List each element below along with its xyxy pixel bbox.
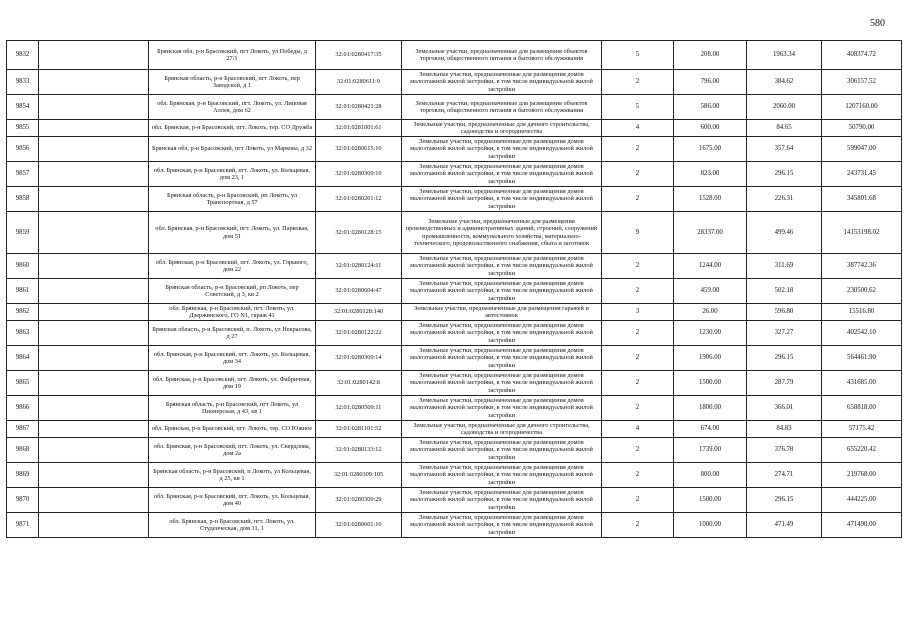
group-cell: 3 bbox=[602, 304, 674, 321]
cadastral-value-cell: 230500.62 bbox=[822, 279, 902, 304]
address-cell: обл. Брянская, р-н Брасовский, пгт. Локоть, ул. Липовая Аллея, дом 62 bbox=[149, 95, 316, 120]
empty-cell bbox=[39, 488, 149, 513]
specific-value-cell: 287.79 bbox=[747, 371, 822, 396]
cadastral-value-cell: 219768.00 bbox=[822, 463, 902, 488]
specific-value-cell: 226.31 bbox=[747, 187, 822, 212]
address-cell: обл. Брянская, р-н Брасовский, пгт. Локоть, ул. Парковая, дом 51 bbox=[149, 212, 316, 254]
row-number: 9832 bbox=[7, 41, 39, 70]
specific-value-cell: 311.69 bbox=[747, 254, 822, 279]
cadastral-number-cell: 32:01:0280421:28 bbox=[316, 95, 402, 120]
land-use-cell: Земельные участки, предназначенные для размещения домов малоэтажной жилой застройки, в том числе индивидуальной жилой застройки bbox=[402, 463, 602, 488]
address-cell: обл. Брянская, р-н Брасовский, пгт. Локоть, ул. Кольцевая, дом 23, 1 bbox=[149, 162, 316, 187]
row-number: 9862 bbox=[7, 304, 39, 321]
group-cell: 4 bbox=[602, 421, 674, 438]
cadastral-number-cell: 32:01:0280601:10 bbox=[316, 513, 402, 538]
table-row bbox=[7, 41, 902, 70]
row-number: 9865 bbox=[7, 371, 39, 396]
empty-cell bbox=[39, 41, 149, 70]
group-cell: 2 bbox=[602, 371, 674, 396]
address-cell: Брянская область, р-н Брасовский, п Локоть, ул Кольцевая, д 25, кв 1 bbox=[149, 463, 316, 488]
cadastral-value-cell: 402542.10 bbox=[822, 321, 902, 346]
specific-value-cell: 357.64 bbox=[747, 137, 822, 162]
specific-value-cell: 502.18 bbox=[747, 279, 822, 304]
table-row bbox=[7, 346, 902, 371]
group-cell: 2 bbox=[602, 137, 674, 162]
row-number: 9867 bbox=[7, 421, 39, 438]
empty-cell bbox=[39, 254, 149, 279]
empty-cell bbox=[39, 95, 149, 120]
area-cell: 1675.00 bbox=[674, 137, 747, 162]
table-row bbox=[7, 95, 902, 120]
land-use-cell: Земельные участки, предназначенные для дачного строительства, садоводства и огородничества bbox=[402, 120, 602, 137]
land-use-cell: Земельные участки, предназначенные для размещения производственных и административных зданий, строений, сооружений промышленности, коммунального хозяйства, материально-технического, продовольственного снабжения, сбыта и заготовок bbox=[402, 212, 602, 254]
row-number: 9871 bbox=[7, 513, 39, 538]
address-cell: обл. Брянская, р-н Брасовский, пгт. Локоть, ул. Горького, дом 22 bbox=[149, 254, 316, 279]
table-row bbox=[7, 463, 902, 488]
specific-value-cell: 84.65 bbox=[747, 120, 822, 137]
address-cell: Брянская обл, р-н Брасовский, пгт Локоть, ул Победы, д 27/1 bbox=[149, 41, 316, 70]
table-row bbox=[7, 513, 902, 538]
table-row bbox=[7, 212, 902, 254]
land-use-cell: Земельные участки, предназначенные для размещения домов малоэтажной жилой застройки, в том числе индивидуальной жилой застройки bbox=[402, 371, 602, 396]
address-cell: обл. Брянская, р-н Брасовский, пгт. Локоть, ул. Дзержинского, ГО N1, гараж 41 bbox=[149, 304, 316, 321]
area-cell: 1800.00 bbox=[674, 396, 747, 421]
cadastral-value-cell: 243731.45 bbox=[822, 162, 902, 187]
land-use-cell: Земельные участки, предназначенные для размещения объектов торговли, общественного питания и бытового обслуживания bbox=[402, 41, 602, 70]
group-cell: 2 bbox=[602, 70, 674, 95]
cadastral-value-cell: 14153198.02 bbox=[822, 212, 902, 254]
row-number: 9870 bbox=[7, 488, 39, 513]
area-cell: 1906.00 bbox=[674, 346, 747, 371]
table-row bbox=[7, 254, 902, 279]
empty-cell bbox=[39, 120, 149, 137]
table-row bbox=[7, 488, 902, 513]
land-use-cell: Земельные участки, предназначенные для размещения гаражей и автостоянок bbox=[402, 304, 602, 321]
land-use-cell: Земельные участки, предназначенные для размещения домов малоэтажной жилой застройки, в том числе индивидуальной жилой застройки bbox=[402, 321, 602, 346]
area-cell: 1000.00 bbox=[674, 513, 747, 538]
area-cell: 1230.00 bbox=[674, 321, 747, 346]
specific-value-cell: 296.15 bbox=[747, 346, 822, 371]
cadastral-number-cell: 32:01:0280309:29 bbox=[316, 488, 402, 513]
group-cell: 4 bbox=[602, 120, 674, 137]
table-row bbox=[7, 321, 902, 346]
group-cell: 2 bbox=[602, 513, 674, 538]
address-cell: Брянская область, р-н Брасовский, рп Локоть, ул Транспортная, д 57 bbox=[149, 187, 316, 212]
table-row bbox=[7, 120, 902, 137]
cadastral-number-cell: 32:01:0281101:52 bbox=[316, 421, 402, 438]
area-cell: 823.00 bbox=[674, 162, 747, 187]
group-cell: 2 bbox=[602, 279, 674, 304]
land-use-cell: Земельные участки, предназначенные для размещения домов малоэтажной жилой застройки, в том числе индивидуальной жилой застройки bbox=[402, 438, 602, 463]
cadastral-value-cell: 444225.00 bbox=[822, 488, 902, 513]
empty-cell bbox=[39, 396, 149, 421]
specific-value-cell: 2060.00 bbox=[747, 95, 822, 120]
cadastral-number-cell: 32:01:0280122:22 bbox=[316, 321, 402, 346]
cadastral-value-cell: 57175.42 bbox=[822, 421, 902, 438]
cadastral-number-cell: 32:01:0280309:10 bbox=[316, 162, 402, 187]
address-cell: Брянская область, р-н Брасовский, пгт Локоть, пер Заводской, д 1 bbox=[149, 70, 316, 95]
area-cell: 1739.00 bbox=[674, 438, 747, 463]
area-cell: 26.00 bbox=[674, 304, 747, 321]
group-cell: 2 bbox=[602, 438, 674, 463]
area-cell: 1244.00 bbox=[674, 254, 747, 279]
specific-value-cell: 376.78 bbox=[747, 438, 822, 463]
row-number: 9861 bbox=[7, 279, 39, 304]
empty-cell bbox=[39, 463, 149, 488]
row-number: 9854 bbox=[7, 95, 39, 120]
land-use-cell: Земельные участки, предназначенные для размещения домов малоэтажной жилой застройки, в том числе индивидуальной жилой застройки bbox=[402, 137, 602, 162]
cadastral-value-cell: 387742.36 bbox=[822, 254, 902, 279]
empty-cell bbox=[39, 438, 149, 463]
cadastral-value-cell: 1207160.00 bbox=[822, 95, 902, 120]
specific-value-cell: 471.49 bbox=[747, 513, 822, 538]
land-use-cell: Земельные участки, предназначенные для дачного строительства, садоводства и огородничества bbox=[402, 421, 602, 438]
cadastral-value-table bbox=[6, 40, 902, 538]
address-cell: обл. Брянская, р-н Брасовский, пгт. Локоть, ул. Фабричная, дом 19 bbox=[149, 371, 316, 396]
empty-cell bbox=[39, 137, 149, 162]
group-cell: 2 bbox=[602, 254, 674, 279]
group-cell: 2 bbox=[602, 321, 674, 346]
group-cell: 2 bbox=[602, 162, 674, 187]
table-row bbox=[7, 438, 902, 463]
specific-value-cell: 499.46 bbox=[747, 212, 822, 254]
table-row bbox=[7, 371, 902, 396]
cadastral-number-cell: 32:01:0280611:9 bbox=[316, 70, 402, 95]
specific-value-cell: 327.27 bbox=[747, 321, 822, 346]
row-number: 9859 bbox=[7, 212, 39, 254]
cadastral-value-cell: 471490.00 bbox=[822, 513, 902, 538]
land-use-cell: Земельные участки, предназначенные для размещения объектов торговли, общественного питания и бытового обслуживания bbox=[402, 95, 602, 120]
row-number: 9857 bbox=[7, 162, 39, 187]
address-cell: обл. Брянская, р-н Брасовский, пгт. Локоть, ул. Кольцевая, дом 34 bbox=[149, 346, 316, 371]
cadastral-value-cell: 655220.42 bbox=[822, 438, 902, 463]
empty-cell bbox=[39, 304, 149, 321]
address-cell: Брянская область, р-н Брасовский, п. Локоть, ул Некрасова, д 27 bbox=[149, 321, 316, 346]
group-cell: 5 bbox=[602, 41, 674, 70]
land-use-cell: Земельные участки, предназначенные для размещения домов малоэтажной жилой застройки, в том числе индивидуальной жилой застройки bbox=[402, 254, 602, 279]
address-cell: Брянская область, р-н Брасовский, пгт Локоть, ул Пионерская, д 43, кв 1 bbox=[149, 396, 316, 421]
group-cell: 2 bbox=[602, 396, 674, 421]
cadastral-value-cell: 50790.00 bbox=[822, 120, 902, 137]
row-number: 9833 bbox=[7, 70, 39, 95]
empty-cell bbox=[39, 321, 149, 346]
area-cell: 1500.00 bbox=[674, 488, 747, 513]
area-cell: 800.00 bbox=[674, 463, 747, 488]
specific-value-cell: 366.01 bbox=[747, 396, 822, 421]
row-number: 9855 bbox=[7, 120, 39, 137]
table-row bbox=[7, 421, 902, 438]
land-use-cell: Земельные участки, предназначенные для размещения домов малоэтажной жилой застройки, в том числе индивидуальной жилой застройки bbox=[402, 187, 602, 212]
land-use-cell: Земельные участки, предназначенные для размещения домов малоэтажной жилой застройки, в том числе индивидуальной жилой застройки bbox=[402, 346, 602, 371]
area-cell: 586.00 bbox=[674, 95, 747, 120]
address-cell: обл. Брянская, р-н Брасовский, пгт. Локоть, ул. Свердлова, дом 2а bbox=[149, 438, 316, 463]
empty-cell bbox=[39, 70, 149, 95]
specific-value-cell: 296.15 bbox=[747, 162, 822, 187]
area-cell: 674.00 bbox=[674, 421, 747, 438]
cadastral-number-cell: 32:01:0281001:61 bbox=[316, 120, 402, 137]
cadastral-number-cell: 32:01:0280604:47 bbox=[316, 279, 402, 304]
address-cell: обл. Брянская, р-н Брасовский, пгт. Локоть, тер. СО Южное bbox=[149, 421, 316, 438]
cadastral-number-cell: 32:01:0280509:11 bbox=[316, 396, 402, 421]
table-row bbox=[7, 396, 902, 421]
cadastral-value-cell: 15516.80 bbox=[822, 304, 902, 321]
specific-value-cell: 384.62 bbox=[747, 70, 822, 95]
empty-cell bbox=[39, 162, 149, 187]
table-row bbox=[7, 187, 902, 212]
address-cell: Брянская обл, р-н Брасовский, пгт Локоть, ул Маркова, д 32 bbox=[149, 137, 316, 162]
row-number: 9866 bbox=[7, 396, 39, 421]
land-use-cell: Земельные участки, предназначенные для размещения домов малоэтажной жилой застройки, в том числе индивидуальной жилой застройки bbox=[402, 162, 602, 187]
group-cell: 2 bbox=[602, 463, 674, 488]
table-body bbox=[7, 41, 902, 538]
table-row bbox=[7, 70, 902, 95]
row-number: 9869 bbox=[7, 463, 39, 488]
land-use-cell: Земельные участки, предназначенные для размещения домов малоэтажной жилой застройки, в том числе индивидуальной жилой застройки bbox=[402, 513, 602, 538]
cadastral-number-cell: 32:01:0280615:10 bbox=[316, 137, 402, 162]
cadastral-number-cell: 32:01:0280133:12 bbox=[316, 438, 402, 463]
address-cell: обл. Брянская, р-н Брасовский, пгт. Локоть, ул. Студенческая, дом 11, 1 bbox=[149, 513, 316, 538]
specific-value-cell: 296.15 bbox=[747, 488, 822, 513]
land-use-cell: Земельные участки, предназначенные для размещения домов малоэтажной жилой застройки, в том числе индивидуальной жилой застройки bbox=[402, 279, 602, 304]
cadastral-number-cell: 32:01:0280309:105 bbox=[316, 463, 402, 488]
area-cell: 1500.00 bbox=[674, 371, 747, 396]
empty-cell bbox=[39, 212, 149, 254]
specific-value-cell: 84.83 bbox=[747, 421, 822, 438]
group-cell: 9 bbox=[602, 212, 674, 254]
area-cell: 1528.00 bbox=[674, 187, 747, 212]
cadastral-value-cell: 599047.00 bbox=[822, 137, 902, 162]
area-cell: 28337.00 bbox=[674, 212, 747, 254]
cadastral-number-cell: 32:01:0280201:12 bbox=[316, 187, 402, 212]
row-number: 9858 bbox=[7, 187, 39, 212]
row-number: 9860 bbox=[7, 254, 39, 279]
empty-cell bbox=[39, 346, 149, 371]
cadastral-value-cell: 345801.68 bbox=[822, 187, 902, 212]
cadastral-number-cell: 32:01:0280124:11 bbox=[316, 254, 402, 279]
row-number: 9863 bbox=[7, 321, 39, 346]
empty-cell bbox=[39, 513, 149, 538]
table-row bbox=[7, 279, 902, 304]
empty-cell bbox=[39, 279, 149, 304]
cadastral-number-cell: 32:01:0280142:8 bbox=[316, 371, 402, 396]
group-cell: 2 bbox=[602, 488, 674, 513]
row-number: 9864 bbox=[7, 346, 39, 371]
empty-cell bbox=[39, 421, 149, 438]
table-row bbox=[7, 137, 902, 162]
address-cell: обл. Брянская, р-н Брасовский, пгт. Локоть, тер. СО Дружба bbox=[149, 120, 316, 137]
land-use-cell: Земельные участки, предназначенные для размещения домов малоэтажной жилой застройки, в том числе индивидуальной жилой застройки bbox=[402, 396, 602, 421]
area-cell: 600.00 bbox=[674, 120, 747, 137]
group-cell: 2 bbox=[602, 187, 674, 212]
cadastral-value-cell: 408374.72 bbox=[822, 41, 902, 70]
area-cell: 208.00 bbox=[674, 41, 747, 70]
address-cell: Брянская область, р-н Брасовский, рп Локоть, пер Советский, д 3, кв 2 bbox=[149, 279, 316, 304]
cadastral-number-cell: 32:01:0280309:14 bbox=[316, 346, 402, 371]
empty-cell bbox=[39, 187, 149, 212]
table-row bbox=[7, 162, 902, 187]
specific-value-cell: 1963.34 bbox=[747, 41, 822, 70]
cadastral-value-cell: 564461.90 bbox=[822, 346, 902, 371]
group-cell: 5 bbox=[602, 95, 674, 120]
cadastral-value-cell: 658818.00 bbox=[822, 396, 902, 421]
area-cell: 459.00 bbox=[674, 279, 747, 304]
cadastral-number-cell: 32:01:0280417:35 bbox=[316, 41, 402, 70]
specific-value-cell: 596.80 bbox=[747, 304, 822, 321]
page-number: 580 bbox=[870, 18, 885, 29]
area-cell: 796.00 bbox=[674, 70, 747, 95]
group-cell: 2 bbox=[602, 346, 674, 371]
cadastral-number-cell: 32:01:0280128:140 bbox=[316, 304, 402, 321]
row-number: 9868 bbox=[7, 438, 39, 463]
cadastral-value-cell: 431685.00 bbox=[822, 371, 902, 396]
row-number: 9856 bbox=[7, 137, 39, 162]
address-cell: обл. Брянская, р-н Брасовский, пгт. Локоть, ул. Кольцевая, дом 40 bbox=[149, 488, 316, 513]
empty-cell bbox=[39, 371, 149, 396]
land-use-cell: Земельные участки, предназначенные для размещения домов малоэтажной жилой застройки, в том числе индивидуальной жилой застройки bbox=[402, 70, 602, 95]
specific-value-cell: 274.71 bbox=[747, 463, 822, 488]
land-use-cell: Земельные участки, предназначенные для размещения домов малоэтажной жилой застройки, в том числе индивидуальной жилой застройки bbox=[402, 488, 602, 513]
cadastral-number-cell: 32:01:0280128:15 bbox=[316, 212, 402, 254]
cadastral-value-cell: 306157.52 bbox=[822, 70, 902, 95]
table-row bbox=[7, 304, 902, 321]
